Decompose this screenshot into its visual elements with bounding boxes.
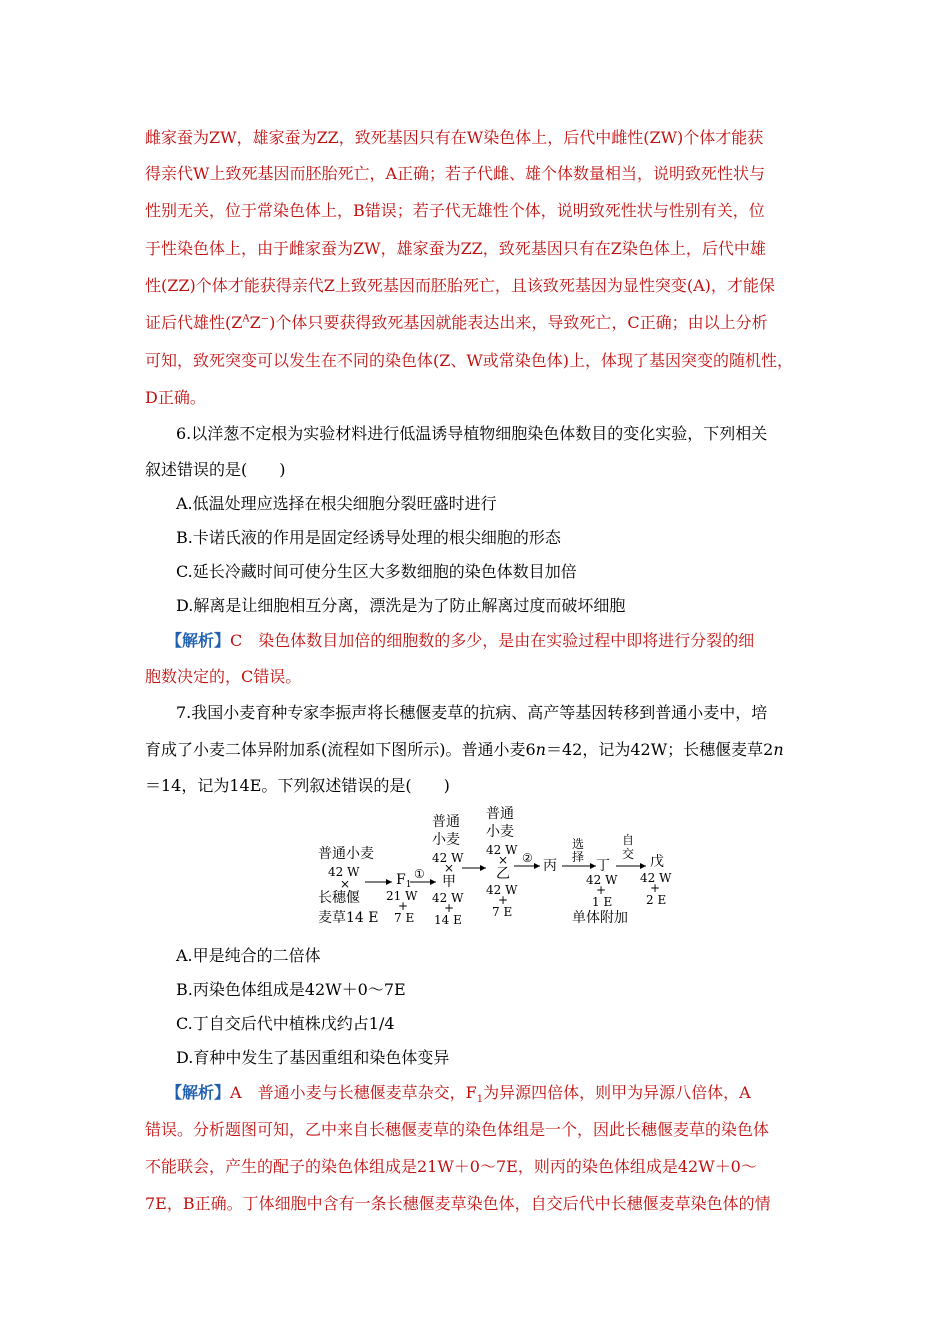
plus-sign: + [444, 901, 455, 915]
f1-value: 7 E [394, 911, 415, 925]
self-cross-label: 自 [622, 833, 635, 847]
parent-grass-label: 长穗偃 [318, 890, 360, 906]
answer-tag: 【解析】 [166, 631, 231, 650]
cross-symbol: × [444, 861, 455, 875]
jia-value: 14 E [434, 913, 462, 927]
yi-value: 42 W [486, 883, 518, 897]
cross-symbol: × [340, 877, 351, 891]
q6-answer [166, 631, 754, 651]
q5-explanation-line: 雌家蚕为ZW，雄家蚕为ZZ，致死基因只有在W染色体上，后代中雌性(ZW)个体才能获 [145, 128, 764, 147]
q5-explanation-line [145, 313, 768, 333]
q6-option-c: C.延长冷藏时间可使分生区大多数细胞的染色体数目加倍 [176, 562, 577, 581]
yi-label: 乙 [496, 866, 510, 882]
breeding-flow-diagram [310, 804, 690, 934]
plus-sign: + [398, 899, 409, 913]
ding-label: 丁 [596, 858, 610, 874]
wheat-value: 42 W [432, 851, 464, 865]
q7-option-b: B.丙染色体组成是42W＋0～7E [176, 980, 406, 999]
wheat-label: 小麦 [432, 832, 460, 848]
yi-value: 7 E [492, 905, 513, 919]
select-label: 择 [572, 850, 585, 864]
italic-n: n [773, 740, 784, 759]
wu-value: 2 E [646, 893, 667, 907]
plus-sign: + [596, 883, 607, 897]
q7-option-c: C.丁自交后代中植株戊约占1/4 [176, 1014, 395, 1033]
text-segment: 证后代雄性(Z [145, 313, 243, 332]
bing-label: 丙 [543, 858, 557, 874]
wu-label: 戊 [650, 854, 664, 870]
parent-wheat-value: 42 W [328, 865, 360, 879]
text-segment: C 染色体数目加倍的细胞数的多少，是由在实验过程中即将进行分裂的细 [230, 631, 755, 650]
wu-value: 42 W [640, 871, 672, 885]
q7-option-a: A.甲是纯合的二倍体 [176, 946, 321, 965]
q7-stem: ＝14，记为14E。下列叙述错误的是( ) [145, 776, 450, 795]
text-segment: 为异源四倍体，则甲为异源八倍体，A [483, 1083, 751, 1102]
q5-explanation-line: 可知，致死突变可以发生在不同的染色体(Z、W或常染色体)上，体现了基因突变的随机性， [145, 351, 794, 370]
q6-option-b: B.卡诺氏液的作用是固定经诱导处理的根尖细胞的形态 [176, 528, 561, 547]
answer-tag: 【解析】 [166, 1083, 231, 1102]
jia-value: 42 W [432, 891, 464, 905]
text-segment: )个体只要获得致死基因就能表达出来，导致死亡，C正确；由以上分析 [269, 313, 768, 332]
subscript: 1 [476, 1094, 484, 1106]
wheat-label: 普通 [486, 806, 514, 822]
q5-explanation-line: D正确。 [145, 388, 206, 407]
q6-answer: 胞数决定的，C错误。 [145, 667, 302, 686]
text-segment: 育成了小麦二体异附加系(流程如下图所示)。普通小麦6 [145, 740, 536, 759]
q6-stem: 6.以洋葱不定根为实验材料进行低温诱导植物细胞染色体数目的变化实验，下列相关 [176, 424, 768, 443]
text-segment: ＝42，记为42W；长穗偃麦草2 [545, 740, 774, 759]
q7-answer: 不能联会，产生的配子的染色体组成是21W＋0～7E，则丙的染色体组成是42W＋0～ [145, 1157, 757, 1176]
q7-answer [166, 1083, 751, 1106]
cross-symbol: × [498, 853, 509, 867]
q5-explanation-line: 性(ZZ)个体才能获得亲代Z上致死基因而胚胎死亡，且该致死基因为显性突变(A)，才能保 [145, 276, 775, 295]
q6-option-a: A.低温处理应选择在根尖细胞分裂旺盛时进行 [176, 494, 497, 513]
superscript: − [260, 313, 270, 325]
step-two: ② [522, 851, 533, 865]
text-segment: A 普通小麦与长穗偃麦草杂交，F [230, 1083, 477, 1102]
q5-explanation-line: 性别无关，位于常染色体上，B错误；若子代无雄性个体，说明致死性状与性别有关，位 [145, 201, 765, 220]
jia-label: 甲 [442, 874, 456, 890]
q6-option-d: D.解离是让细胞相互分离，漂洗是为了防止解离过度而破坏细胞 [176, 596, 626, 615]
q6-stem: 叙述错误的是( ) [145, 460, 286, 479]
self-cross-label: 交 [622, 847, 635, 861]
plus-sign: + [650, 881, 661, 895]
ding-value: 42 W [586, 873, 618, 887]
q5-explanation-line: 得亲代W上致死基因而胚胎死亡，A正确；若子代雌、雄个体数量相当，说明致死性状与 [145, 164, 766, 183]
ding-value: 1 E [592, 895, 613, 909]
q7-stem [145, 740, 784, 760]
f1-label: $F_1$ [396, 872, 412, 890]
parent-grass-label: 麦草14 E [318, 910, 379, 926]
parent-wheat-label: 普通小麦 [318, 846, 374, 862]
q7-option-d: D.育种中发生了基因重组和染色体变异 [176, 1048, 450, 1067]
superscript: A [242, 313, 250, 325]
step-one: ① [414, 867, 425, 881]
q5-explanation-line: 于性染色体上，由于雌家蚕为ZW，雄家蚕为ZZ，致死基因只有在Z染色体上，后代中雄 [145, 239, 766, 258]
wheat-label: 普通 [432, 814, 460, 830]
plus-sign: + [498, 893, 509, 907]
q7-answer: 7E，B正确。丁体细胞中含有一条长穗偃麦草染色体，自交后代中长穗偃麦草染色体的情 [145, 1194, 771, 1213]
f1-value: 21 W [386, 889, 418, 903]
text-segment: Z [249, 313, 261, 332]
italic-n: n [535, 740, 546, 759]
select-label: 选 [572, 837, 585, 851]
wheat-label: 小麦 [486, 824, 514, 840]
wheat-value: 42 W [486, 843, 518, 857]
monosomic-addition-label: 单体附加 [572, 910, 628, 926]
q7-answer: 错误。分析题图可知，乙中来自长穗偃麦草的染色体组是一个，因此长穗偃麦草的染色体 [145, 1120, 770, 1139]
q7-stem: 7.我国小麦育种专家李振声将长穗偃麦草的抗病、高产等基因转移到普通小麦中，培 [176, 703, 768, 722]
